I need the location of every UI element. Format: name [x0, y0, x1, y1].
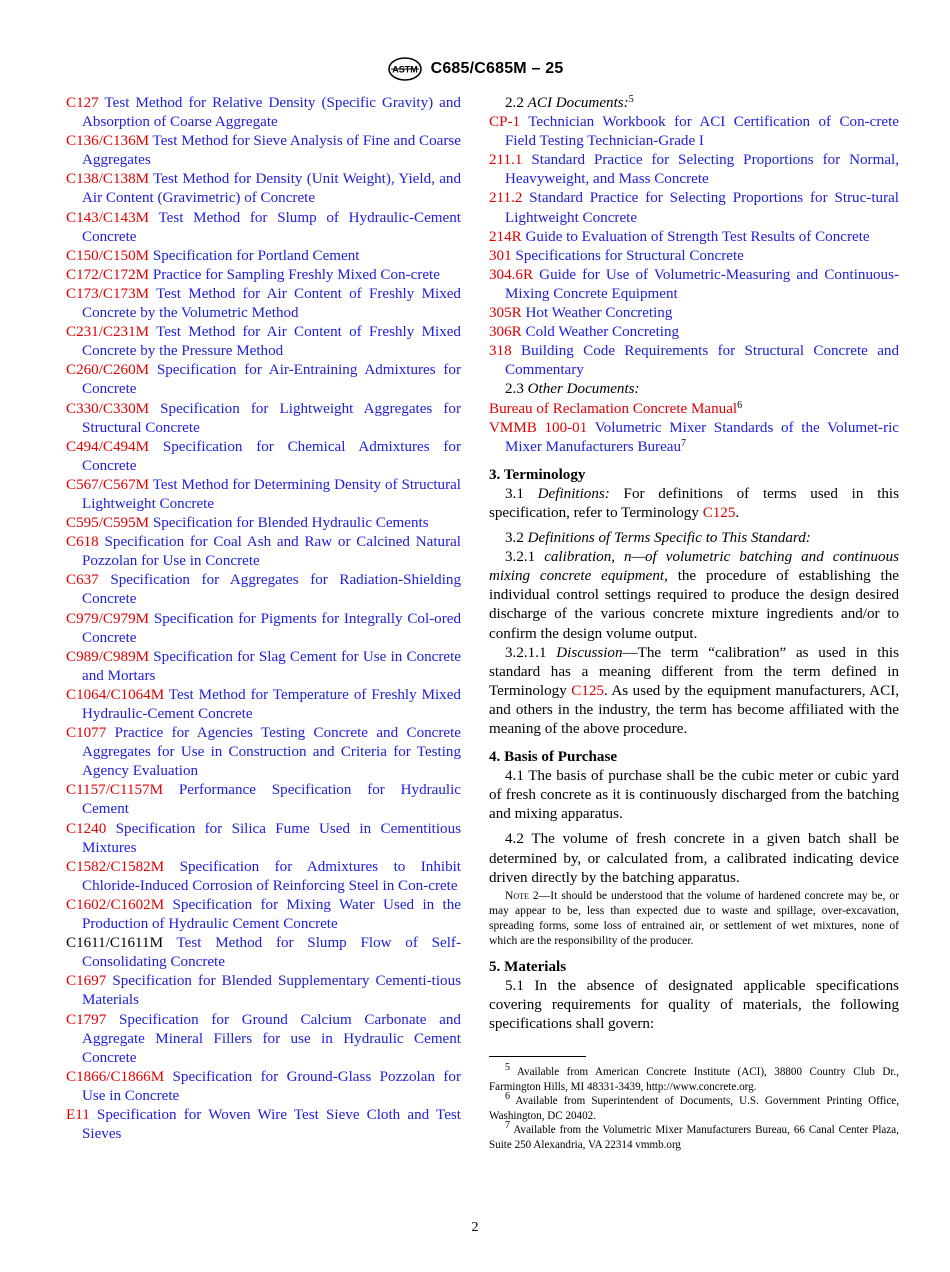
- reference-item: [489, 189, 899, 227]
- reference-code-link[interactable]: 301: [489, 247, 512, 264]
- left-column: [66, 94, 461, 1144]
- reference-title-link[interactable]: Specification for Pigments for Integrally Col-ored Concrete: [82, 610, 462, 646]
- reference-title-link[interactable]: Practice for Sampling Freshly Mixed Con-crete: [152, 266, 440, 283]
- reference-code-link[interactable]: 214R: [489, 228, 522, 245]
- reference-item: [66, 132, 461, 170]
- reference-item: [66, 94, 461, 132]
- reference-item: [489, 323, 899, 342]
- reference-code-link[interactable]: C231/C231M: [66, 324, 150, 341]
- reference-item: [66, 686, 461, 724]
- reference-code-link[interactable]: C127: [66, 95, 99, 111]
- paragraph-3-2: 3.2 Definitions of Terms Specific to This Standard:: [505, 530, 811, 547]
- reference-title-link[interactable]: Specification for Woven Wire Test Sieve Cloth and Test Sieves: [82, 1106, 461, 1143]
- reference-item: [66, 1068, 461, 1106]
- footnote-mark: 5: [628, 94, 634, 105]
- c125-link[interactable]: C125: [702, 504, 736, 521]
- reference-title-link[interactable]: Test Method for Temperature of Freshly Mixed Hydraulic-Cement Concrete: [82, 686, 461, 722]
- reference-code-link[interactable]: 305R: [489, 305, 522, 322]
- reference-item: [489, 342, 899, 380]
- reference-code-link[interactable]: C173/C173M: [66, 285, 150, 302]
- reference-item: [489, 419, 899, 457]
- section-heading-materials: 5. Materials: [489, 958, 567, 975]
- section-heading-purchase: 4. Basis of Purchase: [489, 749, 618, 766]
- reference-code-link[interactable]: VMMB 100-01: [489, 419, 588, 436]
- reference-item: [66, 400, 461, 438]
- footnote-divider: [489, 1056, 586, 1057]
- reference-title-link[interactable]: Specifications for Structural Concrete: [515, 247, 744, 264]
- paragraph-5-1: 5.1 In the absence of designated applicable specifications covering requirements for quality of materials, the following specifications shall govern:: [489, 977, 899, 1032]
- reference-item: [66, 781, 461, 819]
- reference-item: [66, 361, 461, 399]
- reference-item: [489, 266, 899, 304]
- right-column: [489, 94, 899, 1153]
- reference-title-link[interactable]: Guide for Use of Volumetric-Measuring and Continuous-Mixing Concrete Equipment: [505, 266, 899, 302]
- reference-code-link[interactable]: 318: [489, 343, 512, 360]
- reference-item: [66, 266, 461, 285]
- section-heading-terminology: 3. Terminology: [489, 466, 586, 483]
- footnote-6: $^6$ Available from Superintendent of Documents, U.S. Government Printing Office, Washington, DC 20402.: [489, 1091, 899, 1122]
- reference-item: [66, 533, 461, 571]
- reference-code-link[interactable]: 304.6R: [489, 266, 534, 283]
- reference-item: [66, 476, 461, 514]
- footnote-mark: 7: [681, 437, 687, 449]
- reference-title-link[interactable]: Test Method for Air Content of Freshly Mixed Concrete by the Volumetric Method: [82, 285, 461, 322]
- reference-code-link[interactable]: C1866/C1866M: [66, 1068, 165, 1085]
- reference-title-link[interactable]: Test Method for Density (Unit Weight), Yield, and Air Content (Gravimetric) of Concrete: [82, 171, 461, 207]
- footnote-5: $^5$ Available from American Concrete Institute (ACI), 38800 Country Club Dr., Farmington Hills, MI 48331-3439, http://www.concrete.org.: [489, 1061, 899, 1093]
- reference-item: [66, 438, 461, 476]
- logo-text: ASTM: [391, 64, 418, 75]
- reference-code-link[interactable]: CP-1: [489, 114, 521, 131]
- reference-item: [66, 1011, 461, 1068]
- reference-code-link[interactable]: C989/C989M: [66, 648, 150, 665]
- reference-item: [66, 1106, 461, 1144]
- reference-code: C1611/C1611M: [66, 935, 164, 952]
- reference-code-link[interactable]: C172/C172M: [66, 266, 150, 283]
- reference-code-link[interactable]: 211.2: [489, 190, 523, 207]
- reference-title-link[interactable]: Test Method for Sieve Analysis of Fine and Coarse Aggregates: [82, 133, 461, 169]
- reference-title-link[interactable]: Specification for Aggregates for Radiation-Shielding Concrete: [82, 572, 461, 608]
- paragraph-3-2-1-1: 3.2.1.1 Discussion—The term “calibration” as used in this standard has a meaning different from the term defined in Terminology C125. As used by the equipment manufacturers, ACI, and others in the industry, the term has become affiliated with the meaning of the above procedure.: [489, 644, 899, 737]
- reference-code-link[interactable]: C618: [66, 534, 99, 551]
- reference-title-link[interactable]: Test Method for Slump Flow of Self-Consolidating Concrete: [82, 935, 461, 971]
- reference-item: [489, 247, 899, 266]
- reference-title-link[interactable]: Specification for Ground Calcium Carbonate and Aggregate Mineral Fillers for use in Hydraulic Cement Concrete: [82, 1011, 461, 1066]
- reference-item: [66, 858, 461, 896]
- reference-code-link[interactable]: C1697: [66, 973, 107, 990]
- reference-title-link[interactable]: Test Method for Slump of Hydraulic-Cement Concrete: [82, 209, 461, 245]
- astm-logo-icon: [387, 57, 423, 81]
- reference-code-link[interactable]: E11: [66, 1106, 90, 1123]
- reference-title-link[interactable]: Specification for Chemical Admixtures for Concrete: [82, 438, 462, 474]
- reference-item: [66, 514, 461, 533]
- reference-item: [66, 170, 461, 208]
- reference-title-link[interactable]: Performance Specification for Hydraulic Cement: [82, 782, 461, 818]
- reference-code-link[interactable]: C1582/C1582M: [66, 858, 165, 875]
- reference-item: [489, 151, 899, 189]
- reference-title-link[interactable]: Test Method for Relative Density (Specific Gravity) and Absorption of Coarse Aggregate: [82, 95, 461, 131]
- reference-item: [66, 610, 461, 648]
- reference-title-link[interactable]: Test Method for Air Content of Freshly Mixed Concrete by the Pressure Method: [82, 324, 461, 360]
- reference-code-link[interactable]: C494/C494M: [66, 438, 150, 455]
- reference-code-link[interactable]: C150/C150M: [66, 247, 150, 264]
- reference-title-link[interactable]: Specification for Lightweight Aggregates for Structural Concrete: [82, 400, 461, 436]
- reference-title-link[interactable]: Bureau of Reclamation Concrete Manual: [489, 400, 738, 417]
- reference-item: [66, 648, 461, 686]
- note-2: Note 2—It should be understood that the volume of hardened concrete may be, or may appear to be, less than expected due to waste and spillage, over-excavation, spreading forms, some loss of entrained air, or settlement of wet mixtures, none of which are the responsibility of the producer.: [489, 888, 900, 948]
- reference-code-link[interactable]: C138/C138M: [66, 171, 150, 188]
- reference-code-link[interactable]: C1797: [66, 1011, 107, 1028]
- reference-code-link[interactable]: 211.1: [489, 152, 523, 169]
- reference-code-link[interactable]: C330/C330M: [66, 400, 150, 417]
- reference-title-link[interactable]: Specification for Air-Entraining Admixtures for Concrete: [82, 362, 461, 398]
- reference-item: [66, 209, 461, 247]
- reference-title-link[interactable]: Specification for Portland Cement: [152, 247, 360, 264]
- reference-title-link[interactable]: Specification for Blended Supplementary Cementi-tious Materials: [82, 973, 461, 1009]
- reference-title-link[interactable]: Specification for Blended Hydraulic Cements: [152, 515, 429, 532]
- reference-code-link[interactable]: C136/C136M: [66, 133, 150, 150]
- reference-title-link[interactable]: Volumetric Mixer Standards of the Volumet-ric Mixer Manufacturers Bureau: [505, 419, 899, 455]
- reference-title-link[interactable]: Specification for Mixing Water Used in the Production of Hydraulic Cement Concrete: [82, 896, 461, 933]
- reference-title-link[interactable]: Specification for Admixtures to Inhibit Chloride-Induced Corrosion of Reinforcing Steel in Con-crete: [82, 858, 462, 894]
- reference-item: [66, 285, 461, 323]
- reference-title-link[interactable]: Specification for Ground-Glass Pozzolan for Use in Concrete: [82, 1068, 461, 1104]
- reference-title-link[interactable]: Guide to Evaluation of Strength Test Results of Concrete: [525, 228, 870, 245]
- reference-title-link[interactable]: Specification for Silica Fume Used in Cementitious Mixtures: [82, 820, 461, 856]
- reference-item: [489, 400, 899, 419]
- reference-item: [66, 934, 461, 972]
- reference-item: [66, 571, 461, 609]
- reference-code-link[interactable]: C1602/C1602M: [66, 896, 165, 913]
- reference-title-link[interactable]: Standard Practice for Selecting Proportions for Struc-tural Lightweight Concrete: [505, 190, 899, 226]
- reference-code-link[interactable]: 306R: [489, 324, 522, 341]
- standard-designation: C685/C685M – 25: [430, 60, 564, 77]
- reference-title-link[interactable]: Specification for Coal Ash and Raw or Calcined Natural Pozzolan for Use in Concrete: [82, 534, 461, 570]
- reference-item: [489, 304, 899, 323]
- reference-item: [66, 896, 461, 934]
- paragraph-3-2-1: 3.2.1 calibration, n—of volumetric batching and continuous mixing concrete equipment, the procedure of establishing the individual control settings required to produce the design desired discharge of the various concrete mixture ingredients and/or to confirm the design volume output.: [489, 549, 899, 642]
- reference-item: [489, 113, 899, 151]
- reference-code-link[interactable]: C1064/C1064M: [66, 686, 165, 703]
- reference-code-link[interactable]: C979/C979M: [66, 610, 150, 627]
- reference-code-link[interactable]: C143/C143M: [66, 209, 150, 226]
- paragraph-3-1: 3.1 Definitions: For definitions of terms used in this specification, refer to Terminology C125.: [489, 485, 900, 521]
- paragraph-4-1: 4.1 The basis of purchase shall be the cubic meter or cubic yard of fresh concrete as it is continuously discharged from the batching and mixing apparatus.: [489, 768, 899, 823]
- reference-title-link[interactable]: Cold Weather Concreting: [525, 324, 680, 341]
- reference-title-link[interactable]: Standard Practice for Selecting Proportions for Normal, Heavyweight, and Mass Concrete: [505, 152, 899, 188]
- reference-code-link[interactable]: C260/C260M: [66, 362, 150, 379]
- page-number: 2: [471, 1220, 479, 1235]
- reference-title-link[interactable]: Technician Workbook for ACI Certification of Con-crete Field Testing Technician-Grade I: [505, 114, 899, 150]
- other-documents-label: 2.3 Other Documents:: [505, 381, 640, 398]
- aci-documents-label: 2.2 ACI Documents:$^5$: [505, 94, 634, 111]
- reference-title-link[interactable]: Specification for Slag Cement for Use in Concrete and Mortars: [82, 648, 461, 684]
- reference-item: [66, 724, 461, 781]
- reference-code-link[interactable]: C1157/C1157M: [66, 782, 164, 799]
- reference-title-link[interactable]: Test Method for Determining Density of Structural Lightweight Concrete: [82, 476, 461, 512]
- reference-code-link[interactable]: C595/C595M: [66, 515, 150, 532]
- footnote-7: $^7$ Available from the Volumetric Mixer Manufacturers Bureau, 66 Canal Center Plaza, Suite 250 Alexandria, VA 22314 vmmb.org: [489, 1120, 899, 1151]
- reference-title-link[interactable]: Hot Weather Concreting: [525, 305, 673, 322]
- reference-item: [66, 972, 461, 1010]
- page-header: [0, 57, 950, 81]
- reference-code-link[interactable]: C567/C567M: [66, 476, 150, 493]
- reference-item: [66, 820, 461, 858]
- reference-title-link[interactable]: Practice for Agencies Testing Concrete and Concrete Aggregates for Use in Construction and Criteria for Testing Agency Evaluation: [82, 725, 461, 780]
- reference-title-link[interactable]: Building Code Requirements for Structural Concrete and Commentary: [505, 343, 900, 379]
- reference-code-link[interactable]: C1077: [66, 725, 107, 742]
- reference-code-link[interactable]: C637: [66, 572, 99, 589]
- reference-item: [66, 323, 461, 361]
- reference-item: [66, 247, 461, 266]
- reference-code-link[interactable]: C1240: [66, 820, 107, 837]
- c125-link[interactable]: C125: [571, 682, 604, 699]
- paragraph-4-2: 4.2 The volume of fresh concrete in a given batch shall be determined by, or calculated from, a calibrated indicating device driven directly by the batching apparatus.: [489, 831, 899, 886]
- footnote-mark: 6: [737, 399, 743, 411]
- reference-item: [489, 228, 899, 247]
